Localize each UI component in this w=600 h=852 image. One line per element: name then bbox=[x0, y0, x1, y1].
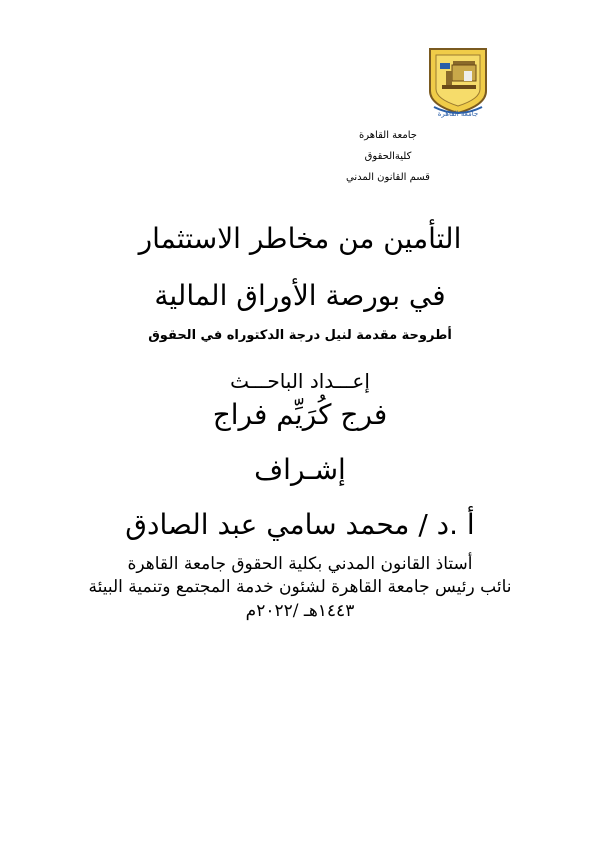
faculty-name: كليةالحقوق bbox=[364, 151, 412, 162]
thesis-title-line2: في بورصة الأوراق المالية bbox=[154, 279, 446, 312]
department-name: قسم القانون المدني bbox=[346, 172, 430, 183]
logo-text: جامعة القاهرة bbox=[437, 110, 479, 118]
supervisor-position-2: نائب رئيس جامعة القاهرة لشئون خدمة المجتمع وتنمية البيئة bbox=[88, 577, 512, 597]
thesis-date: ١٤٤٣هـ /٢٠٢٢م bbox=[245, 601, 355, 621]
university-name: جامعة القاهرة bbox=[359, 130, 417, 141]
prepared-by-label: إعـــداد الباحـــث bbox=[230, 369, 370, 393]
researcher-name: فرج كُرَيِّم فراج bbox=[212, 398, 388, 431]
cairo-university-logo bbox=[426, 47, 490, 119]
supervision-label: إشـراف bbox=[254, 453, 346, 486]
supervisor-position-1: أستاذ القانون المدني بكلية الحقوق جامعة القاهرة bbox=[127, 554, 473, 574]
thesis-subtitle: أطروحة مقدمة لنيل درجة الدكتوراه في الحقوق bbox=[148, 328, 452, 343]
thesis-title-line1: التأمين من مخاطر الاستثمار bbox=[138, 222, 462, 255]
supervisor-name: أ .د / محمد سامي عبد الصادق bbox=[125, 508, 475, 541]
